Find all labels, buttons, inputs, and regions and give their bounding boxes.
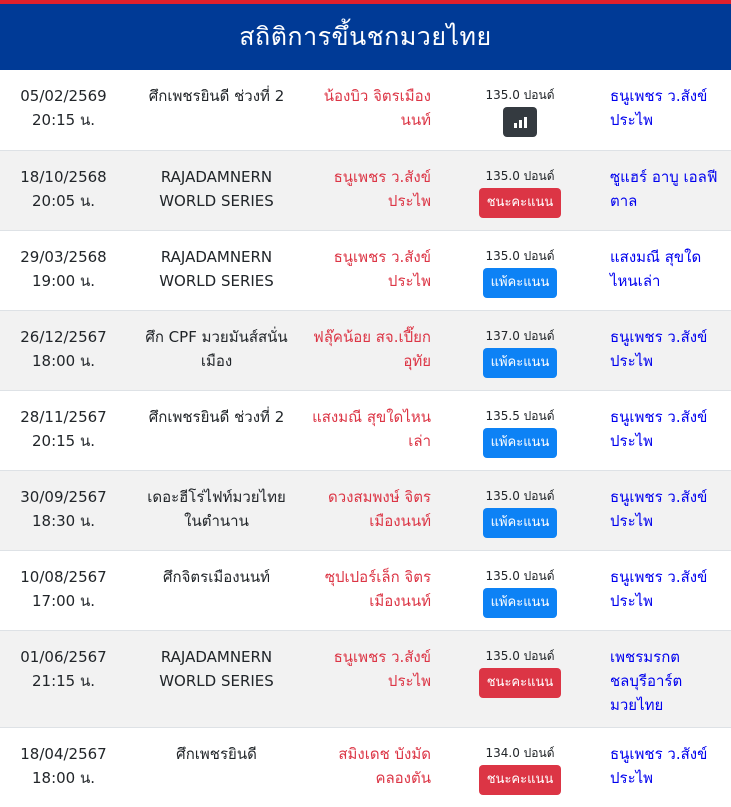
result-lose-button[interactable]: แพ้คะแนน [483,508,558,538]
event-name: RAJADAMNERN WORLD SERIES [159,248,274,290]
table-row [0,727,731,807]
weight-label: 135.0 ปอนด์ [485,649,555,663]
fight-date: 18/04/2567 [20,745,107,763]
event-name: RAJADAMNERN WORLD SERIES [159,648,274,690]
fighter-link[interactable]: แสงมณี สุขใดไหนเล่า [312,408,431,450]
fight-date: 29/03/2568 [20,248,107,266]
fighter-link[interactable]: ฟลุ๊คน้อย สจ.เปี๊ยกอุทัย [313,328,431,370]
fight-date: 18/10/2568 [20,168,107,186]
weight-label: 135.0 ปอนด์ [485,249,555,263]
fight-datetime [0,742,127,790]
result-cell [461,648,579,698]
fight-date: 28/11/2567 [20,408,107,426]
table-row [0,470,731,550]
result-win-button[interactable]: ชนะคะแนน [479,668,562,698]
table-row [0,150,731,230]
fight-date: 05/02/2569 [20,87,107,105]
weight-label: 135.0 ปอนด์ [485,569,555,583]
event-name: ศึกเพชรยินดี ช่วงที่ 2 [148,87,285,105]
table-row [0,550,731,630]
opponent-link[interactable]: ซูแฮร์ อาบู เอลฟีตาล [610,168,718,210]
fight-datetime [0,245,127,293]
result-cell [461,248,579,298]
fight-time: 19:00 น. [31,272,96,290]
fight-time: 18:00 น. [31,769,96,787]
fight-time: 21:15 น. [31,672,96,690]
opponent-link[interactable]: แสงมณี สุขใดไหนเล่า [610,248,702,290]
event-name: ศึก CPF มวยมันส์สนั่นเมือง [145,328,288,370]
fight-datetime [0,84,127,132]
result-win-button[interactable]: ชนะคะแนน [479,765,562,795]
fight-time: 17:00 น. [31,592,96,610]
fighter-link[interactable]: ดวงสมพงษ์ จิตรเมืองนนท์ [328,488,431,530]
result-cell [461,745,579,795]
bar-chart-icon [524,117,527,128]
weight-label: 135.5 ปอนด์ [485,409,555,423]
opponent-link[interactable]: ธนูเพชร ว.สังข์ประไพ [610,488,708,530]
page-header [0,0,731,70]
fight-datetime [0,645,127,693]
opponent-link[interactable]: ธนูเพชร ว.สังข์ประไพ [610,745,708,787]
weight-label: 135.0 ปอนด์ [485,169,555,183]
fighter-link[interactable]: ธนูเพชร ว.สังข์ประไพ [333,248,431,290]
event-name: ศึกจิตรเมืองนนท์ [163,568,270,586]
stats-button[interactable] [503,107,537,137]
opponent-link[interactable]: ธนูเพชร ว.สังข์ประไพ [610,87,708,129]
weight-label: 135.0 ปอนด์ [485,88,555,102]
fight-time: 20:05 น. [31,192,96,210]
table-row [0,630,731,727]
table-row [0,70,731,150]
fight-date: 01/06/2567 [20,648,107,666]
fight-time: 18:30 น. [31,512,96,530]
fighter-link[interactable]: ธนูเพชร ว.สังข์ประไพ [333,168,431,210]
result-cell [461,568,579,618]
result-cell [461,87,579,137]
bar-chart-icon [519,120,522,128]
page-title: สถิติการขึ้นชกมวยไทย [239,22,492,51]
result-lose-button[interactable]: แพ้คะแนน [483,428,558,458]
fighter-link[interactable]: น้องบิว จิตรเมืองนนท์ [323,87,431,129]
opponent-link[interactable]: ธนูเพชร ว.สังข์ประไพ [610,568,708,610]
result-lose-button[interactable]: แพ้คะแนน [483,348,558,378]
fight-datetime [0,405,127,453]
fight-datetime [0,565,127,613]
event-name: ศึกเพชรยินดี ช่วงที่ 2 [148,408,285,426]
result-lose-button[interactable]: แพ้คะแนน [483,268,558,298]
result-lose-button[interactable]: แพ้คะแนน [483,588,558,618]
fight-date: 10/08/2567 [20,568,107,586]
fighter-link[interactable]: ซุปเปอร์เล็ก จิตรเมืองนนท์ [324,568,431,610]
result-cell [461,328,579,378]
table-row [0,230,731,310]
opponent-link[interactable]: เพชรมรกต ชลบุรีอาร์ตมวยไทย [610,648,683,714]
event-name: ศึกเพชรยินดี [176,745,257,763]
fight-datetime [0,485,127,533]
opponent-link[interactable]: ธนูเพชร ว.สังข์ประไพ [610,408,708,450]
fight-history-table [0,70,731,807]
fight-time: 20:15 น. [31,432,96,450]
weight-label: 137.0 ปอนด์ [485,329,555,343]
fighter-link[interactable]: สมิงเดช บังมัดคลองตัน [338,745,431,787]
table-row [0,310,731,390]
fight-datetime [0,325,127,373]
result-cell [461,408,579,458]
weight-label: 134.0 ปอนด์ [485,746,555,760]
fight-time: 20:15 น. [31,111,96,129]
table-row [0,390,731,470]
fighter-link[interactable]: ธนูเพชร ว.สังข์ประไพ [333,648,431,690]
fight-datetime [0,165,127,213]
bar-chart-icon [514,123,517,128]
fight-date: 26/12/2567 [20,328,107,346]
fight-date: 30/09/2567 [20,488,107,506]
event-name: เดอะฮีโร่ไฟท์มวยไทยในตำนาน [147,488,286,530]
opponent-link[interactable]: ธนูเพชร ว.สังข์ประไพ [610,328,708,370]
weight-label: 135.0 ปอนด์ [485,489,555,503]
result-cell [461,168,579,218]
fight-time: 18:00 น. [31,352,96,370]
event-name: RAJADAMNERN WORLD SERIES [159,168,274,210]
result-cell [461,488,579,538]
result-win-button[interactable]: ชนะคะแนน [479,188,562,218]
